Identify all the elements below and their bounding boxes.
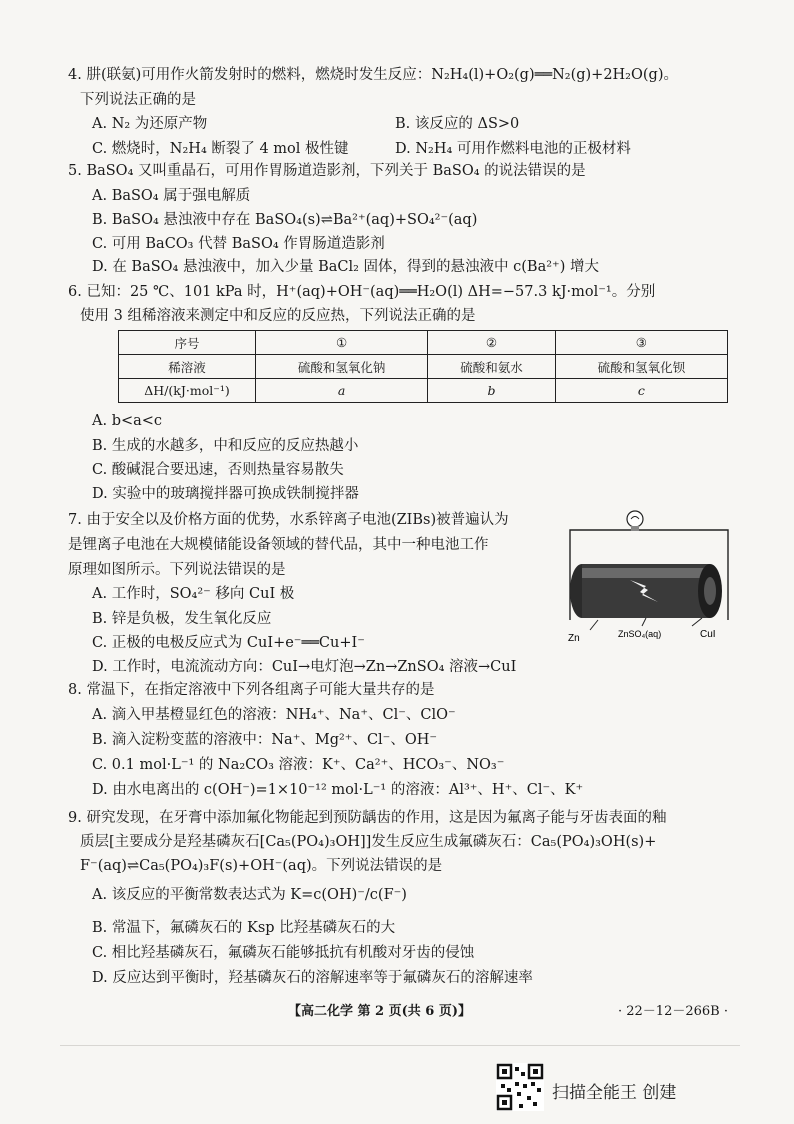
q7-option-d: D. 工作时，电流流动方向：CuI→电灯泡→Zn→ZnSO₄ 溶液→CuI xyxy=(92,659,517,675)
table-cell: ΔH/(kJ·mol⁻¹) xyxy=(119,379,256,403)
table-row xyxy=(119,331,728,355)
q4-option-b: B. 该反应的 ΔS>0 xyxy=(395,116,520,132)
q8-option-a: A. 滴入甲基橙显红色的溶液：NH₄⁺、Na⁺、Cl⁻、ClO⁻ xyxy=(92,707,456,723)
table-cell: b xyxy=(428,379,556,403)
q6-stem-2: 使用 3 组稀溶液来测定中和反应的反应热，下列说法正确的是 xyxy=(80,308,476,324)
q7-option-b: B. 锌是负极，发生氧化反应 xyxy=(92,611,272,627)
znso4-label: ZnSO₄(aq) xyxy=(618,629,662,639)
table-cell: 稀溶液 xyxy=(119,355,256,379)
q5-option-a: A. BaSO₄ 属于强电解质 xyxy=(92,188,251,204)
q8-option-d: D. 由水电离出的 c(OH⁻)=1×10⁻¹² mol·L⁻¹ 的溶液：Al³⁺、H⁺、Cl⁻、K⁺ xyxy=(92,782,584,798)
light-bulb-icon xyxy=(627,511,643,531)
q7-option-a: A. 工作时，SO₄²⁻ 移向 CuI 极 xyxy=(92,586,295,602)
scanner-watermark: 扫描全能王 创建 xyxy=(552,1083,677,1103)
table-cell: ③ xyxy=(555,331,727,355)
q9-option-b: B. 常温下，氟磷灰石的 Ksp 比羟基磷灰石的大 xyxy=(92,920,396,936)
q8-option-b: B. 滴入淀粉变蓝的溶液中：Na⁺、Mg²⁺、Cl⁻、OH⁻ xyxy=(92,732,438,748)
table-cell: 硫酸和氢氧化钡 xyxy=(555,355,727,379)
table-row xyxy=(119,379,728,403)
battery-diagram xyxy=(560,508,738,646)
qr-code-icon[interactable] xyxy=(496,1063,544,1111)
q6-option-a: A. b<a<c xyxy=(92,413,163,429)
q5-stem: 5. BaSO₄ 又叫重晶石，可用作胃肠道造影剂，下列关于 BaSO₄ 的说法错误的是 xyxy=(68,163,586,179)
q7-stem-3: 原理如图所示。下列说法错误的是 xyxy=(68,562,286,578)
cui-label: CuI xyxy=(700,629,716,640)
battery-icon xyxy=(570,564,722,618)
q8-option-c: C. 0.1 mol·L⁻¹ 的 Na₂CO₃ 溶液：K⁺、Ca²⁺、HCO₃⁻、NO₃⁻ xyxy=(92,757,505,773)
q9-option-c: C. 相比羟基磷灰石，氟磷灰石能够抵抗有机酸对牙齿的侵蚀 xyxy=(92,945,475,961)
q5-option-d: D. 在 BaSO₄ 悬浊液中，加入少量 BaCl₂ 固体，得到的悬浊液中 c(Ba²⁺) 增大 xyxy=(92,259,599,275)
table-cell: 硫酸和氢氧化钠 xyxy=(256,355,428,379)
q4-option-d: D. N₂H₄ 可用作燃料电池的正极材料 xyxy=(395,141,631,157)
zn-label: Zn xyxy=(568,633,580,644)
q4-option-c: C. 燃烧时，N₂H₄ 断裂了 4 mol 极性键 xyxy=(92,141,349,157)
table-cell: 硫酸和氨水 xyxy=(428,355,556,379)
q8-stem: 8. 常温下，在指定溶液中下列各组离子可能大量共存的是 xyxy=(68,682,435,698)
q7-option-c: C. 正极的电极反应式为 CuI+e⁻══Cu+I⁻ xyxy=(92,635,365,651)
table-cell: 序号 xyxy=(119,331,256,355)
reaction-heat-table xyxy=(118,330,728,403)
q6-option-d: D. 实验中的玻璃搅拌器可换成铁制搅拌器 xyxy=(92,486,359,502)
znso4-pointer xyxy=(642,618,646,626)
q7-stem: 7. 由于安全以及价格方面的优势，水系锌离子电池(ZIBs)被普遍认为 xyxy=(68,512,509,528)
q9-option-a: A. 该反应的平衡常数表达式为 K=c(OH)⁻/c(F⁻) xyxy=(92,887,407,903)
q7-stem-2: 是锂离子电池在大规模储能设备领域的替代品，其中一种电池工作 xyxy=(68,537,489,553)
q4-stem: 4. 肼(联氨)可用作火箭发射时的燃料，燃烧时发生反应：N₂H₄(l)+O₂(g)══N₂(g)+2H₂O(g)。 xyxy=(68,67,678,83)
q9-option-d: D. 反应达到平衡时，羟基磷灰石的溶解速率等于氟磷灰石的溶解速率 xyxy=(92,970,533,986)
q6-option-b: B. 生成的水越多，中和反应的反应热越小 xyxy=(92,438,359,454)
divider xyxy=(60,1045,740,1046)
q9-stem-2: 质层[主要成分是羟基磷灰石[Ca₅(PO₄)₃OH]]发生反应生成氟磷灰石：Ca₅(PO₄)₃OH(s)+ xyxy=(80,834,657,850)
table-cell: ① xyxy=(256,331,428,355)
table-cell: ② xyxy=(428,331,556,355)
page-footer-code: · 22－12－266B · xyxy=(618,1004,728,1019)
q5-option-b: B. BaSO₄ 悬浊液中存在 BaSO₄(s)⇌Ba²⁺(aq)+SO₄²⁻(aq) xyxy=(92,212,478,228)
q5-option-c: C. 可用 BaCO₃ 代替 BaSO₄ 作胃肠道造影剂 xyxy=(92,236,385,252)
q4-option-a: A. N₂ 为还原产物 xyxy=(92,116,208,132)
table-row xyxy=(119,355,728,379)
q9-stem: 9. 研究发现，在牙膏中添加氟化物能起到预防龋齿的作用，这是因为氟离子能与牙齿表面的釉 xyxy=(68,810,667,826)
zn-pointer xyxy=(590,620,598,630)
q6-option-c: C. 酸碱混合要迅速，否则热量容易散失 xyxy=(92,462,344,478)
page-footer-title: 【高二化学 第 2 页(共 6 页)】 xyxy=(288,1004,472,1019)
q4-stem-2: 下列说法正确的是 xyxy=(80,92,196,108)
table-cell: a xyxy=(256,379,428,403)
q9-stem-3: F⁻(aq)⇌Ca₅(PO₄)₃F(s)+OH⁻(aq)。下列说法错误的是 xyxy=(80,858,443,874)
q6-stem: 6. 已知：25 ℃、101 kPa 时，H⁺(aq)+OH⁻(aq)══H₂O(l) ΔH=−57.3 kJ·mol⁻¹。分别 xyxy=(68,284,656,300)
table-cell: c xyxy=(555,379,727,403)
cui-pointer xyxy=(692,618,702,626)
